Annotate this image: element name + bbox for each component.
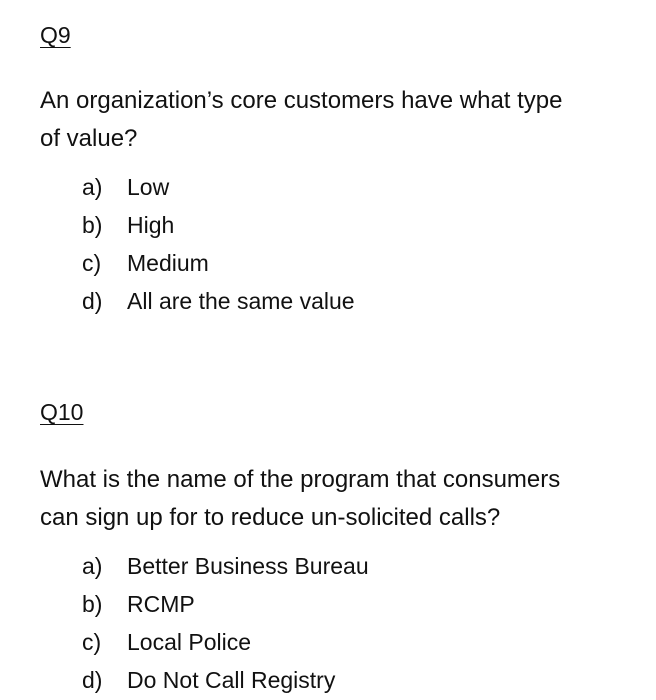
answer-option-d: [82, 661, 640, 699]
option-letter: c): [82, 250, 102, 276]
option-letter: b): [82, 591, 103, 617]
option-text: RCMP: [127, 591, 195, 617]
option-letter: a): [82, 553, 103, 579]
question-block-q10: [40, 397, 640, 699]
answer-options: [40, 547, 640, 699]
answer-option-c: [82, 244, 640, 282]
question-text: [40, 82, 640, 158]
option-text: High: [127, 212, 175, 238]
option-text: Better Business Bureau: [127, 553, 369, 579]
option-text: Medium: [127, 250, 209, 276]
question-block-q9: [40, 20, 640, 320]
answer-option-c: [82, 623, 640, 661]
answer-option-b: [82, 206, 640, 244]
option-letter: c): [82, 629, 102, 655]
option-text: Local Police: [127, 629, 252, 655]
question-text-line: of value?: [40, 125, 138, 152]
question-text: [40, 461, 640, 537]
option-text: Do Not Call Registry: [127, 667, 336, 693]
question-number: Q9: [40, 22, 71, 48]
question-text-line: What is the name of the program that consumers: [40, 466, 561, 493]
option-letter: b): [82, 212, 103, 238]
answer-options: [40, 168, 640, 320]
option-letter: a): [82, 174, 103, 200]
option-text: All are the same value: [127, 288, 355, 314]
question-text-line: can sign up for to reduce un-solicited calls?: [40, 504, 501, 531]
option-text: Low: [127, 174, 170, 200]
question-text-line: An organization’s core customers have what type: [40, 87, 563, 114]
question-number: Q10: [40, 399, 84, 425]
option-letter: d): [82, 667, 103, 693]
option-letter: d): [82, 288, 103, 314]
answer-option-d: [82, 282, 640, 320]
answer-option-b: [82, 585, 640, 623]
answer-option-a: [82, 168, 640, 206]
answer-option-a: [82, 547, 640, 585]
